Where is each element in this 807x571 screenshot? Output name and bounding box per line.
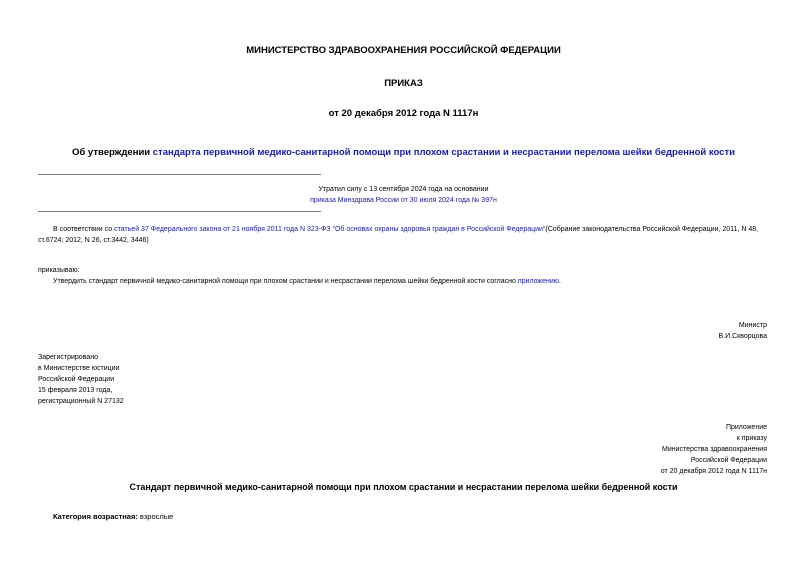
approve-text: Утвердить стандарт первичной медико-санитарной помощи при плохом срастании и несрастании перелома шейки бедренной кости согласно (53, 278, 518, 285)
registration-line: 15 февраля 2013 года, (38, 387, 113, 394)
standard-title: Стандарт первичной медико-санитарной помощи при плохом срастании и несрастании перелома шейки бедренной кости (129, 482, 678, 492)
order-date: от 20 декабря 2012 года N 1117н (328, 108, 479, 119)
legal-basis-paragraph (38, 224, 772, 246)
appendix-line: Министерства здравоохранения (662, 446, 767, 453)
approval-title (0, 147, 807, 158)
repeal-order-link[interactable]: приказа Минздрава России от 30 июля 2024 года № 397н (310, 197, 497, 204)
ministry-heading: МИНИСТЕРСТВО ЗДРАВООХРАНЕНИЯ РОССИЙСКОЙ ФЕДЕРАЦИИ (246, 45, 561, 56)
age-category (53, 512, 173, 521)
signature-name: В.И.Скворцова (718, 333, 767, 340)
age-category-value: взрослые (137, 512, 174, 521)
standard-link[interactable]: стандарта первичной медико-санитарной помощи при плохом срастании и несрастании перелома шейки бедренной кости (152, 147, 735, 158)
status-divider-bottom (38, 211, 321, 212)
basis-prefix: В соответствии со (53, 226, 115, 233)
appendix-line: от 20 декабря 2012 года N 1117н (660, 468, 767, 475)
order-verb: приказываю: (38, 267, 80, 274)
approval-prefix: Об утверждении (72, 147, 153, 158)
appendix-line: Российской Федерации (690, 457, 767, 464)
status-divider-top (38, 174, 321, 175)
signature-position: Министр (738, 322, 767, 329)
registration-line: регистрационный N 27132 (38, 398, 124, 405)
lost-force-basis (0, 197, 807, 204)
signature-block (719, 320, 768, 342)
appendix-link[interactable]: приложению (517, 278, 560, 285)
appendix-line: Приложение (725, 424, 767, 431)
appendix-block (661, 422, 767, 477)
registration-line: в Министерстве юстиции (38, 365, 120, 372)
appendix-line: к приказу (736, 435, 767, 442)
registration-line: Российской Федерации (38, 376, 115, 383)
basis-suffix: (Собрание законодательства Российской Федерации, 2011, N 48, ст.6724; 2012, N 26, ст.3442, 3446) (38, 226, 759, 244)
order-heading: ПРИКАЗ (384, 78, 423, 89)
lost-force-note: Утратил силу с 13 сентября 2024 года на основании (318, 186, 489, 193)
registration-block (38, 352, 124, 407)
approve-end: . (559, 278, 561, 285)
federal-law-link[interactable]: статьей 37 Федерального закона от 21 ноября 2011 года N 323-ФЗ "Об основах охраны здоровья граждан в Российской Федерации" (114, 226, 546, 233)
approve-paragraph (53, 276, 561, 287)
registration-line: Зарегистрировано (38, 354, 98, 361)
age-category-label: Категория возрастная: (53, 512, 138, 521)
